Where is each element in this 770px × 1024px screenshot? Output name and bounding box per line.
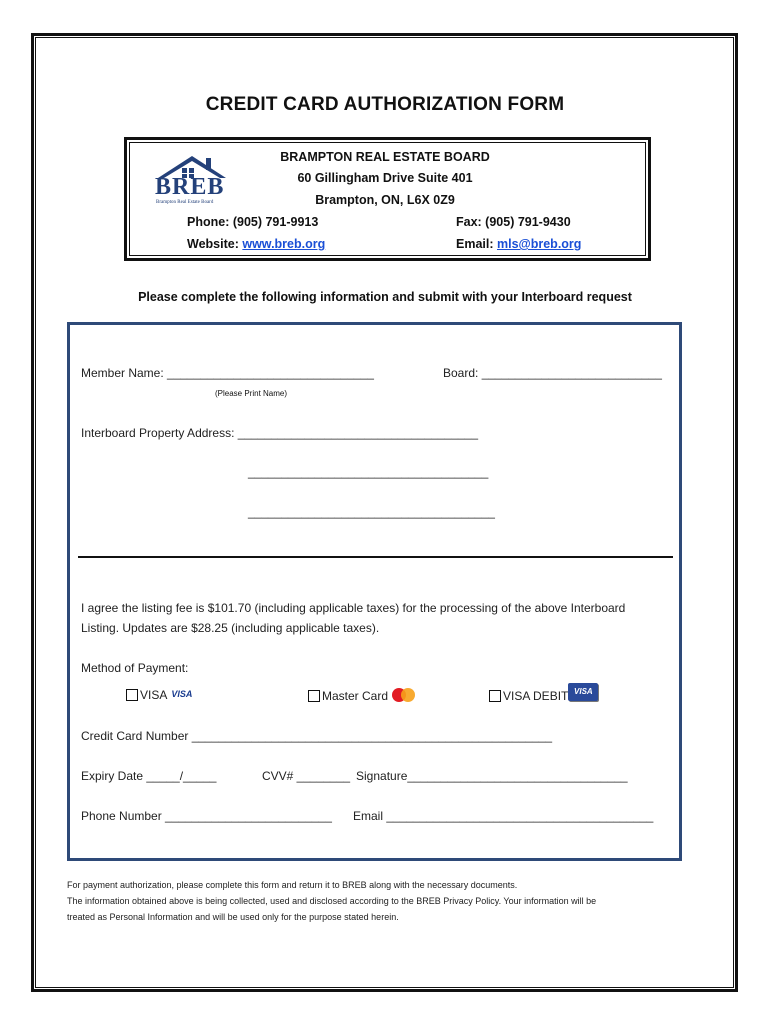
mastercard-label: Master Card: [322, 689, 389, 703]
print-name-note: (Please Print Name): [215, 389, 288, 398]
property-address-line-2[interactable]: ____________________________________: [248, 465, 489, 479]
website-link[interactable]: www.breb.org: [242, 237, 326, 251]
expiry-date-field[interactable]: Expiry Date _____/_____: [81, 769, 217, 783]
signature-field[interactable]: Signature_________________________________: [356, 769, 628, 783]
agreement-line-2: Listing. Updates are $28.25 (including applicable taxes).: [81, 621, 380, 635]
agreement-line-1: I agree the listing fee is $101.70 (including applicable taxes) for the processing of the above Interboard: [81, 601, 626, 615]
payment-option-visa[interactable]: [126, 688, 192, 702]
website-label: Website:: [187, 237, 239, 251]
email-label: Email:: [456, 237, 494, 251]
footer-line-1: For payment authorization, please complete this form and return it to BREB along with the necessary documents.: [67, 880, 518, 890]
phone-number-field[interactable]: Phone Number _________________________: [81, 809, 332, 823]
footer-line-3: treated as Personal Information and will be used only for the purpose stated herein.: [67, 912, 399, 922]
address-line-2: Brampton, ON, L6X 0Z9: [315, 193, 455, 207]
logo-subtitle: Brampton Real Estate Board: [156, 200, 214, 205]
logo-text: BREB: [155, 174, 225, 200]
visa-card-icon: VISA: [171, 689, 193, 699]
email-field[interactable]: Email ________________________________________: [353, 809, 654, 823]
board-field[interactable]: Board: ___________________________: [443, 366, 662, 380]
footer-line-2: The information obtained above is being collected, used and disclosed according to the BREB Privacy Policy. Your information will be: [67, 896, 597, 906]
mastercard-checkbox[interactable]: [308, 690, 320, 702]
instruction-text: Please complete the following information and submit with your Interboard request: [138, 290, 632, 304]
member-name-field[interactable]: Member Name: _______________________________: [81, 366, 374, 380]
visa-debit-checkbox[interactable]: [489, 690, 501, 702]
mastercard-icon: [392, 688, 416, 702]
phone: Phone: (905) 791-9913: [187, 215, 319, 229]
org-name: BRAMPTON REAL ESTATE BOARD: [280, 150, 490, 164]
payment-option-mastercard[interactable]: [308, 688, 416, 703]
website-row: [187, 237, 325, 251]
page-title: CREDIT CARD AUTHORIZATION FORM: [205, 94, 565, 115]
visa-debit-card-icon: VISA: [568, 683, 598, 701]
payment-option-visa-debit[interactable]: [489, 683, 598, 703]
cvv-field[interactable]: CVV# ________: [262, 769, 351, 783]
visa-debit-label: VISA DEBIT: [503, 689, 569, 703]
visa-label: VISA: [140, 688, 168, 702]
property-address-field[interactable]: Interboard Property Address: ____________________________________: [81, 426, 479, 440]
section-divider: [78, 556, 673, 558]
address-line-1: 60 Gillingham Drive Suite 401: [297, 171, 473, 185]
email-row: [456, 237, 581, 251]
fax: Fax: (905) 791-9430: [456, 215, 571, 229]
breb-logo: [150, 150, 232, 212]
visa-checkbox[interactable]: [126, 689, 138, 701]
credit-card-number-field[interactable]: Credit Card Number ______________________________________________________: [81, 729, 553, 743]
property-address-line-3[interactable]: _____________________________________: [248, 505, 495, 519]
payment-method-label: Method of Payment:: [81, 661, 189, 675]
email-link[interactable]: mls@breb.org: [497, 237, 582, 251]
